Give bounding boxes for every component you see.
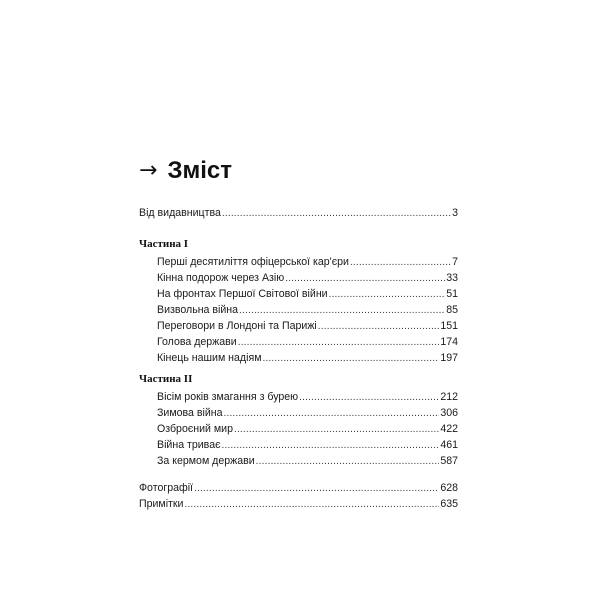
toc-entry-photos[interactable] (139, 480, 458, 496)
toc-entry-page: 151 (440, 320, 458, 332)
dot-leader (238, 335, 440, 351)
dot-leader (350, 255, 451, 271)
toc-entry-label: Від видавництва (139, 207, 221, 219)
toc-entry-page: 461 (440, 439, 458, 451)
toc-entry-page: 422 (440, 423, 458, 435)
toc-entry-chapter[interactable] (157, 302, 458, 318)
toc-entry-chapter[interactable] (157, 421, 458, 437)
toc-entry-label: За кермом держави (157, 455, 255, 467)
dot-leader (239, 303, 445, 319)
part-heading-2: Частина II (139, 373, 193, 385)
toc-entry-chapter[interactable] (157, 389, 458, 405)
dot-leader (256, 454, 440, 470)
toc-entry-label: На фронтах Першої Світової війни (157, 288, 328, 300)
toc-title-text: Зміст (167, 157, 232, 184)
toc-entry-label: Перші десятиліття офіцерської кар'єри (157, 256, 349, 268)
toc-entry-notes[interactable] (139, 496, 458, 512)
dot-leader (184, 497, 439, 513)
toc-entry-label: Кінець нашим надіям (157, 352, 262, 364)
toc-entry-chapter[interactable] (157, 453, 458, 469)
toc-entry-label: Озброєний мир (157, 423, 233, 435)
toc-entry-chapter[interactable] (157, 405, 458, 421)
toc-entry-label: Кінна подорож через Азію (157, 272, 285, 284)
dot-leader (194, 481, 439, 497)
dot-leader (223, 406, 439, 422)
part-heading-1: Частина I (139, 238, 189, 250)
toc-entry-chapter[interactable] (157, 334, 458, 350)
toc-entry-page: 628 (440, 482, 458, 494)
arrow-right-icon: → (139, 157, 158, 183)
dot-leader (285, 271, 445, 287)
toc-entry-label: Переговори в Лондоні та Парижі (157, 320, 317, 332)
toc-entry-page: 306 (440, 407, 458, 419)
toc-entry-chapter[interactable] (157, 318, 458, 334)
toc-entry-label: Примітки (139, 498, 184, 510)
dot-leader (222, 206, 451, 222)
toc-entry-label: Вісім років змагання з бурею (157, 391, 299, 403)
toc-entry-page: 197 (440, 352, 458, 364)
toc-entry-page: 7 (452, 256, 458, 268)
toc-entry-chapter[interactable] (157, 254, 458, 270)
toc-entry-chapter[interactable] (157, 270, 458, 286)
toc-entry-label: Фотографії (139, 482, 193, 494)
toc-entry-label: Визвольна війна (157, 304, 239, 316)
dot-leader (262, 351, 439, 367)
toc-entry-label: Війна триває (157, 439, 221, 451)
toc-entry-page: 51 (446, 288, 458, 300)
toc-entry-page: 635 (440, 498, 458, 510)
toc-entry-page: 33 (446, 272, 458, 284)
toc-entry-chapter[interactable] (157, 437, 458, 453)
dot-leader (329, 287, 446, 303)
toc-entry-label: Голова держави (157, 336, 237, 348)
toc-entry-page: 174 (440, 336, 458, 348)
toc-entry-label: Зимова війна (157, 407, 223, 419)
toc-title (139, 156, 232, 186)
dot-leader (234, 422, 439, 438)
toc-entry-chapter[interactable] (157, 350, 458, 366)
dot-leader (222, 438, 440, 454)
toc-entry-page: 3 (452, 207, 458, 219)
toc-entry-chapter[interactable] (157, 286, 458, 302)
toc-entry-page: 587 (440, 455, 458, 467)
dot-leader (299, 390, 439, 406)
toc-entry-page: 212 (440, 391, 458, 403)
toc-entry-intro[interactable] (139, 205, 458, 221)
toc-entry-page: 85 (446, 304, 458, 316)
dot-leader (318, 319, 440, 335)
